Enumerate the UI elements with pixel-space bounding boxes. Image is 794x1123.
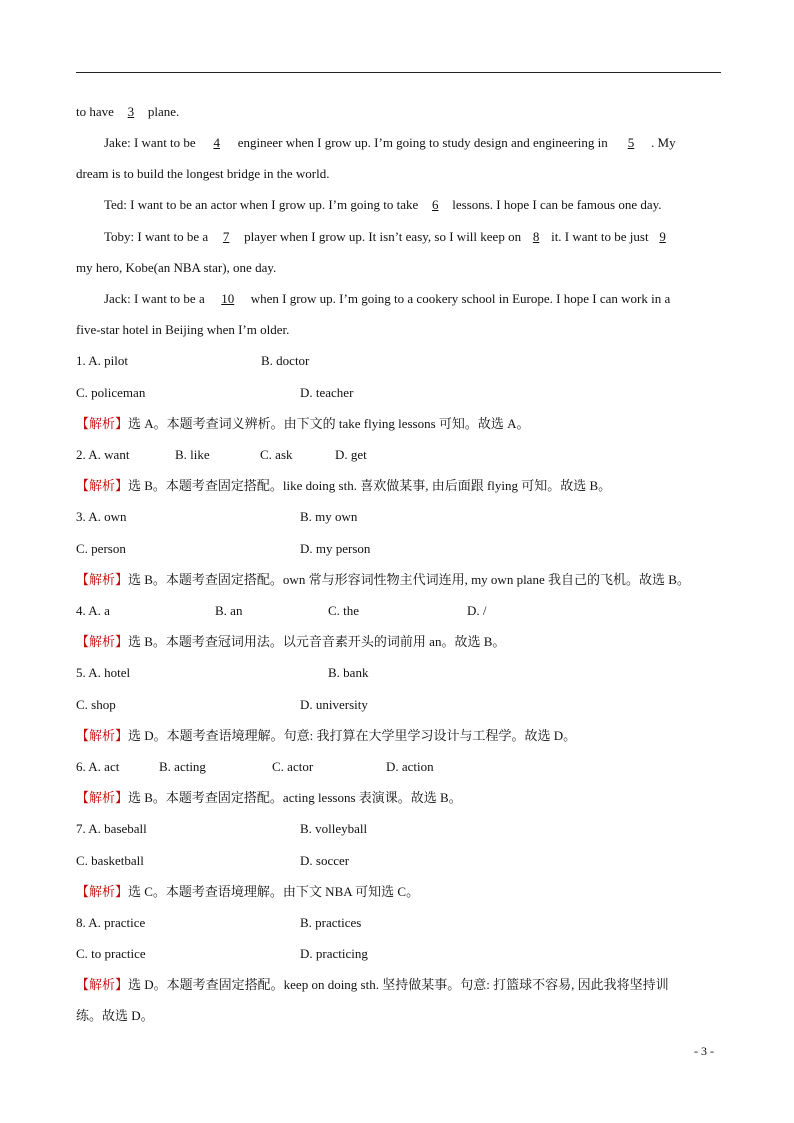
question-4-analysis: 【解析】选 B。本题考查冠词用法。以元音音素开头的词前用 an。故选 B。	[76, 634, 506, 649]
passage-toby: Toby: I want to be a 7 player when I grow up. It isn’t easy, so I will keep on 8 it. I want to be just 9	[76, 229, 726, 245]
question-5-analysis: 【解析】选 D。本题考查语境理解。句意: 我打算在大学里学习设计与工程学。故选 D。	[76, 728, 577, 743]
passage-jake: Jake: I want to be 4 engineer when I grow up. I’m going to study design and engineering in 5 . My	[104, 135, 676, 150]
question-1-analysis: 【解析】选 A。本题考查词义辨析。由下文的 take flying lessons 可知。故选 A。	[76, 416, 530, 431]
blank-9: 9	[659, 229, 666, 244]
question-7-analysis: 【解析】选 C。本题考查语境理解。由下文 NBA 可知选 C。	[76, 884, 420, 899]
blank-6: 6	[432, 197, 439, 212]
question-8-analysis: 【解析】选 D。本题考查固定搭配。keep on doing sth. 坚持做某事。句意: 打篮球不容易, 因此我将坚持训	[76, 977, 669, 992]
question-2-analysis: 【解析】选 B。本题考查固定搭配。like doing sth. 喜欢做某事, 由后面跟 flying 可知。故选 B。	[76, 478, 612, 493]
passage-line: dream is to build the longest bridge in the world.	[76, 166, 330, 181]
passage-line: to have 3 plane.	[76, 104, 180, 119]
page-number: - 3 -	[694, 1044, 714, 1058]
blank-7: 7	[222, 229, 230, 244]
blank-3: 3	[127, 104, 135, 119]
question-6-analysis: 【解析】选 B。本题考查固定搭配。acting lessons 表演课。故选 B。	[76, 790, 462, 805]
blank-4: 4	[213, 135, 220, 150]
question-8-analysis-cont: 练。故选 D。	[76, 1008, 154, 1023]
passage-jack: Jack: I want to be a 10 when I grow up. I’m going to a cookery school in Europe. I hope I can work in a	[104, 291, 671, 306]
blank-10: 10	[221, 291, 235, 306]
header-rule	[76, 72, 721, 73]
passage-line: five-star hotel in Beijing when I’m older.	[76, 322, 290, 337]
passage-line: my hero, Kobe(an NBA star), one day.	[76, 260, 277, 275]
question-3-analysis: 【解析】选 B。本题考查固定搭配。own 常与形容词性物主代词连用, my own plane 我自己的飞机。故选 B。	[76, 572, 690, 587]
passage-ted: Ted: I want to be an actor when I grow up. I’m going to take 6 lessons. I hope I can be famous one day.	[104, 197, 662, 212]
blank-8: 8	[532, 229, 540, 244]
blank-5: 5	[627, 135, 635, 150]
